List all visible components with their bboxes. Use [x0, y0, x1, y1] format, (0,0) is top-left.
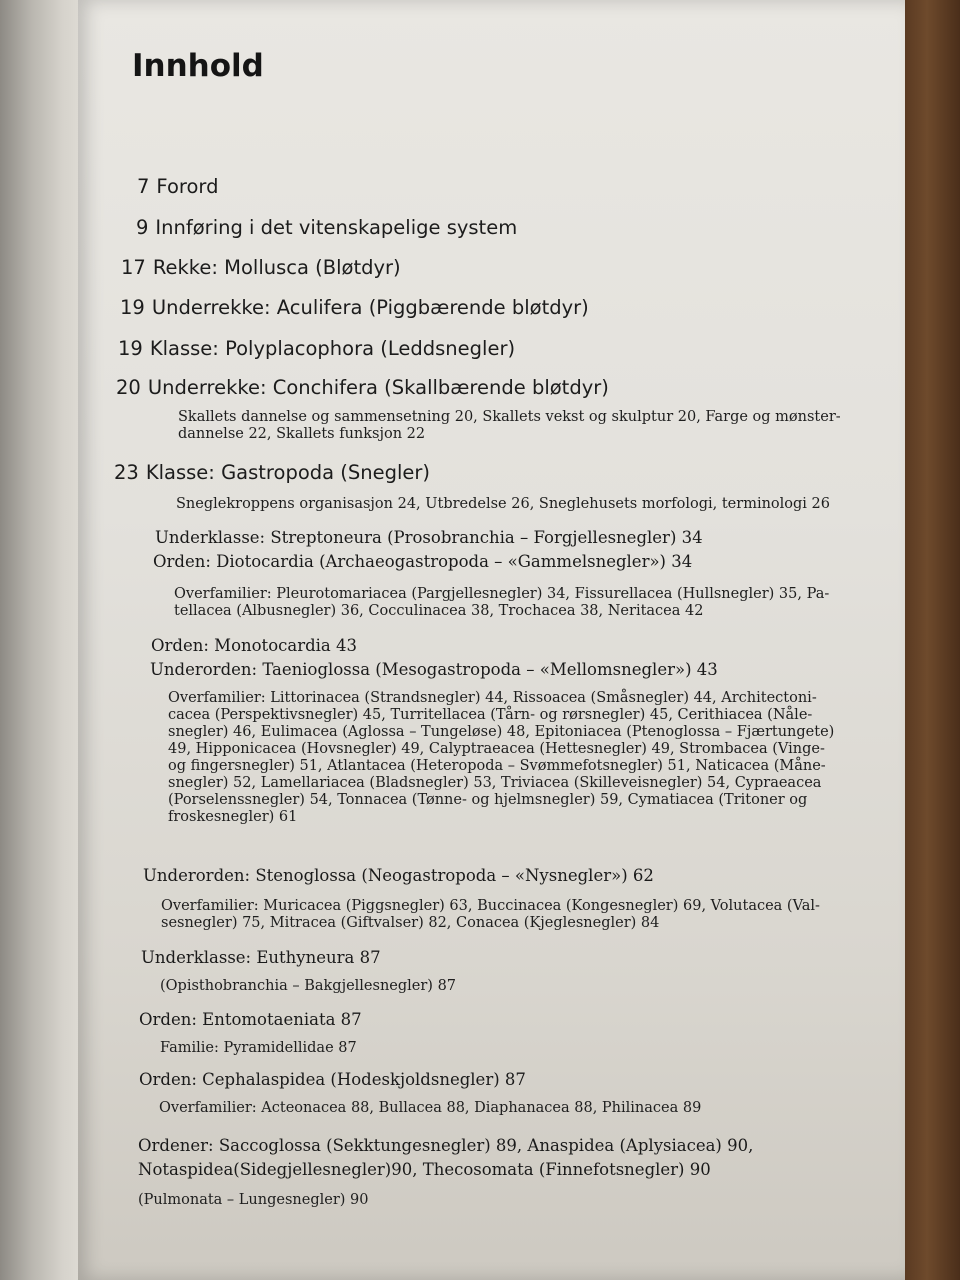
page-number: 7: [137, 175, 150, 198]
table-surface: [905, 0, 960, 1280]
entry-text: Rekke: Mollusca (Bløtdyr): [152, 256, 401, 279]
entry-text: Klasse: Polyplacophora (Leddsnegler): [149, 337, 516, 360]
entry-text: Forord: [156, 175, 219, 198]
toc-monotocardia: Orden: Monotocardia 43: [151, 636, 358, 655]
toc-entry-mollusca: [121, 256, 401, 279]
page-number: 9: [136, 216, 149, 239]
toc-entry-forord: [137, 175, 218, 198]
toc-entry-aculifera: [120, 296, 589, 319]
entomotaeniata-subentry: Familie: Pyramidellidae 87: [160, 1040, 357, 1056]
toc-taenioglossa: Underorden: Taenioglossa (Mesogastropoda – «Mellomsnegler») 43: [150, 660, 718, 679]
page-number: 19: [120, 296, 145, 319]
toc-diotocardia: Orden: Diotocardia (Archaeogastropoda – «Gammelsnegler») 34: [153, 552, 693, 571]
entry-text: Underrekke: Conchifera (Skallbærende bløtdyr): [147, 376, 609, 399]
gastropoda-subentries: Sneglekroppens organisasjon 24, Utbredelse 26, Sneglehusets morfologi, terminologi 26: [176, 496, 830, 512]
toc-entry-polyplacophora: [118, 337, 515, 360]
conchifera-subentries: Skallets dannelse og sammensetning 20, Skallets vekst og skulptur 20, Farge og mønster- dannelse 22, Skallets funksjon 22: [178, 409, 841, 442]
pulmonata-subentry: (Pulmonata – Lungesnegler) 90: [138, 1192, 369, 1208]
entry-text: Underrekke: Aculifera (Piggbærende bløtdyr): [151, 296, 589, 319]
diotocardia-families: Overfamilier: Pleurotomariacea (Pargjellesnegler) 34, Fissurellacea (Hullsnegler) 35, Pa- tellacea (Albusnegler) 36, Cocculinacea 38, Trochacea 38, Neritacea 42: [174, 586, 830, 619]
taenioglossa-families: Overfamilier: Littorinacea (Strandsnegler) 44, Rissoacea (Småsnegler) 44, Architectoni- cacea (Perspektivsnegler) 45, Turritellacea (Tårn- og rørsnegler) 45, Cerithiacea (Nåle- snegler) 46, Eulimacea (Aglossa – Tungeløse) 48, Epitoniacea (Ptenoglossa – Fjærtungete) 49, Hipponicacea (Hovsnegler) 49, Calyptraeacea (Hettesnegler) 49, Strombacea (Vinge- og fingersnegler) 51, Atlantacea (Heteropoda – Svømmefotsnegler) 51, Naticacea (Måne- snegler) 52, Lamellariacea (Bladsnegler) 53, Triviacea (Skilleveisnegler) 54, Cypraeacea (Porselenssnegler) 54, Tonnacea (Tønne- og hjelmsnegler) 59, Cymatiacea (Tritoner og froskesnegler) 61: [168, 690, 835, 825]
entry-text: Klasse: Gastropoda (Snegler): [145, 461, 431, 484]
stenoglossa-families: Overfamilier: Muricacea (Piggsnegler) 63, Buccinacea (Kongesnegler) 69, Volutacea (Val- sesnegler) 75, Mitracea (Giftvalser) 82, Conacea (Kjeglesnegler) 84: [161, 898, 820, 931]
toc-cephalaspidea: Orden: Cephalaspidea (Hodeskjoldsnegler) 87: [139, 1070, 526, 1089]
toc-euthyneura: Underklasse: Euthyneura 87: [141, 948, 381, 967]
toc-ordener: Ordener: Saccoglossa (Sekktungesnegler) 89, Anaspidea (Aplysiacea) 90, Notaspidea(Sidegjellesnegler)90, Thecosomata (Finnefotsnegler) 90: [138, 1136, 754, 1179]
entry-text: Innføring i det vitenskapelige system: [155, 216, 518, 239]
euthyneura-subentry: (Opisthobranchia – Bakgjellesnegler) 87: [160, 978, 457, 994]
page-number: 20: [116, 376, 141, 399]
page-number: 17: [121, 256, 146, 279]
cephalaspidea-subentry: Overfamilier: Acteonacea 88, Bullacea 88, Diaphanacea 88, Philinacea 89: [159, 1100, 702, 1116]
page-number: 19: [118, 337, 143, 360]
toc-stenoglossa: Underorden: Stenoglossa (Neogastropoda – «Nysnegler») 62: [143, 866, 654, 885]
toc-entomotaeniata: Orden: Entomotaeniata 87: [139, 1010, 362, 1029]
page-number: 23: [114, 461, 139, 484]
book-spine-shadow: [0, 0, 90, 1280]
page-title: Innhold: [132, 48, 264, 84]
toc-streptoneura: Underklasse: Streptoneura (Prosobranchia – Forgjellesnegler) 34: [155, 528, 703, 547]
toc-entry-gastropoda: [114, 461, 430, 484]
toc-entry-innforing: [136, 216, 517, 239]
toc-entry-conchifera: [116, 376, 609, 399]
